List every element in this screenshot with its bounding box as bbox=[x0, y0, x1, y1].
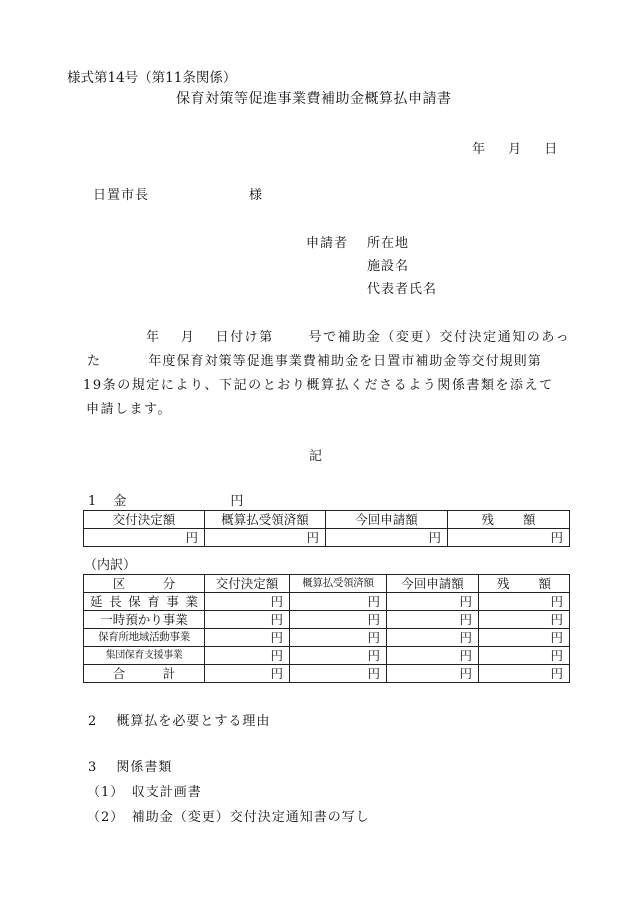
breakdown-cell: 円 bbox=[290, 647, 387, 665]
breakdown-row-name: 保育所地域活動事業 bbox=[84, 629, 205, 647]
amount-header-received: 概算払受領済額 bbox=[205, 511, 326, 529]
amount-cell-decided: 円 bbox=[84, 529, 205, 547]
breakdown-cell: 円 bbox=[205, 665, 290, 683]
breakdown-header-category: 区 分 bbox=[84, 575, 205, 593]
breakdown-header-row bbox=[84, 575, 570, 593]
breakdown-cell: 円 bbox=[205, 593, 290, 611]
breakdown-cell: 円 bbox=[387, 611, 479, 629]
breakdown-cell: 円 bbox=[479, 665, 570, 683]
amount-cell-received: 円 bbox=[205, 529, 326, 547]
amount-cell-balance: 円 bbox=[448, 529, 570, 547]
breakdown-cell: 円 bbox=[387, 629, 479, 647]
amount-header-current: 今回申請額 bbox=[326, 511, 448, 529]
breakdown-label: （内訳） bbox=[84, 558, 137, 573]
breakdown-cell: 円 bbox=[205, 647, 290, 665]
address-label: 所在地 bbox=[367, 236, 410, 251]
amount-cell-current: 円 bbox=[326, 529, 448, 547]
breakdown-cell: 円 bbox=[479, 593, 570, 611]
breakdown-cell: 円 bbox=[290, 629, 387, 647]
amount-table-header-row bbox=[84, 511, 570, 529]
breakdown-row-name: 延長保育事業 bbox=[84, 593, 205, 611]
breakdown-cell: 円 bbox=[290, 611, 387, 629]
addressee-name: 日置市長 bbox=[93, 188, 150, 203]
breakdown-header-balance: 残 額 bbox=[479, 575, 570, 593]
addressee-honorific: 様 bbox=[249, 188, 263, 203]
breakdown-table bbox=[83, 574, 570, 683]
section-3-label: 3 関係書類 bbox=[88, 760, 173, 775]
breakdown-cell: 円 bbox=[479, 611, 570, 629]
related-document-item: （2） 補助金（変更）交付決定通知書の写し bbox=[87, 810, 370, 825]
breakdown-row-name: 集団保育支援事業 bbox=[84, 647, 205, 665]
breakdown-cell: 円 bbox=[290, 665, 387, 683]
body-line-3: 19条の規定により、下記のとおり概算払くださるよう関係書類を添えて bbox=[83, 378, 554, 393]
representative-label: 代表者氏名 bbox=[367, 282, 438, 297]
body-line-2: た 年度保育対策等促進事業費補助金を日置市補助金等交付規則第 bbox=[87, 354, 542, 369]
amount-table-value-row bbox=[84, 529, 570, 547]
breakdown-header-received: 概算払受領済額 bbox=[290, 575, 387, 593]
breakdown-row bbox=[84, 593, 570, 611]
breakdown-cell: 円 bbox=[290, 593, 387, 611]
amount-header-decided: 交付決定額 bbox=[84, 511, 205, 529]
date-line: 年 月 日 bbox=[472, 142, 560, 157]
amount-header-balance: 残 額 bbox=[448, 511, 570, 529]
amount-table bbox=[83, 510, 570, 547]
breakdown-row bbox=[84, 629, 570, 647]
breakdown-cell: 円 bbox=[205, 611, 290, 629]
breakdown-header-current: 今回申請額 bbox=[387, 575, 479, 593]
breakdown-cell: 円 bbox=[479, 629, 570, 647]
breakdown-cell: 円 bbox=[205, 629, 290, 647]
applicant-label: 申請者 bbox=[306, 236, 349, 251]
related-document-item: （1） 収支計画書 bbox=[87, 785, 202, 800]
breakdown-cell: 円 bbox=[387, 665, 479, 683]
body-line-1: 年 月 日付け第 号で補助金（変更）交付決定通知のあっ bbox=[146, 330, 571, 345]
section-2-label: 2 概算払を必要とする理由 bbox=[88, 714, 271, 729]
ki-mark: 記 bbox=[309, 449, 323, 464]
body-line-4: 申請します。 bbox=[86, 402, 172, 417]
document-title: 保育対策等促進事業費補助金概算払申請書 bbox=[176, 91, 452, 107]
breakdown-total-name: 合 計 bbox=[84, 665, 205, 683]
form-number: 様式第14号（第11条関係） bbox=[67, 70, 237, 86]
breakdown-cell: 円 bbox=[479, 647, 570, 665]
breakdown-row-name: 一時預かり事業 bbox=[84, 611, 205, 629]
breakdown-header-decided: 交付決定額 bbox=[205, 575, 290, 593]
breakdown-total-row bbox=[84, 665, 570, 683]
breakdown-row bbox=[84, 611, 570, 629]
breakdown-cell: 円 bbox=[387, 647, 479, 665]
breakdown-row bbox=[84, 647, 570, 665]
section-1-label: 1 金 円 bbox=[88, 494, 244, 509]
facility-label: 施設名 bbox=[367, 259, 410, 274]
breakdown-cell: 円 bbox=[387, 593, 479, 611]
